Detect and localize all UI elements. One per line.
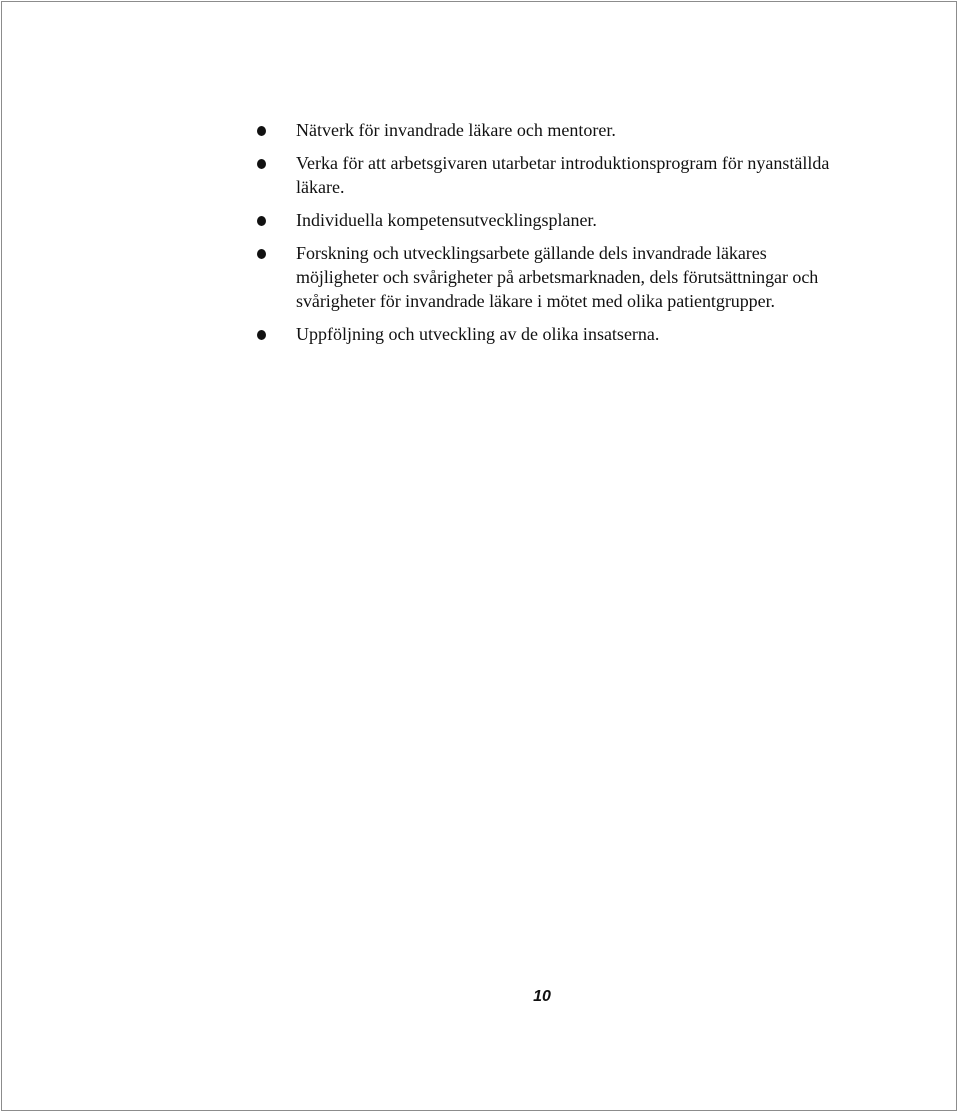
page-number: 10	[533, 988, 551, 1005]
list-item	[252, 208, 852, 232]
list-item-text: Uppföljning och utveckling av de olika insatserna.	[296, 324, 660, 344]
list-item	[252, 322, 852, 346]
list-item	[252, 118, 852, 142]
list-item-text: Verka för att arbetsgivaren utarbetar introduktionsprogram för nyanställda läkare.	[296, 153, 830, 197]
list-item-text: Individuella kompetensutvecklingsplaner.	[296, 210, 597, 230]
list-item	[252, 151, 852, 199]
bullet-icon	[257, 126, 266, 136]
bullet-list	[252, 118, 852, 355]
document-page	[1, 1, 957, 1111]
bullet-icon	[257, 159, 266, 169]
bullet-icon	[257, 330, 266, 340]
bullet-icon	[257, 216, 266, 226]
list-item-text: Forskning och utvecklingsarbete gällande dels invandrade läkares möjligheter och svårigheter på arbetsmarknaden, dels förutsättningar och svårigheter för invandrade läkare i mötet med olika patientgrupper.	[296, 243, 819, 311]
list-item	[252, 241, 852, 313]
list-item-text: Nätverk för invandrade läkare och mentorer.	[296, 120, 616, 140]
bullet-icon	[257, 249, 266, 259]
